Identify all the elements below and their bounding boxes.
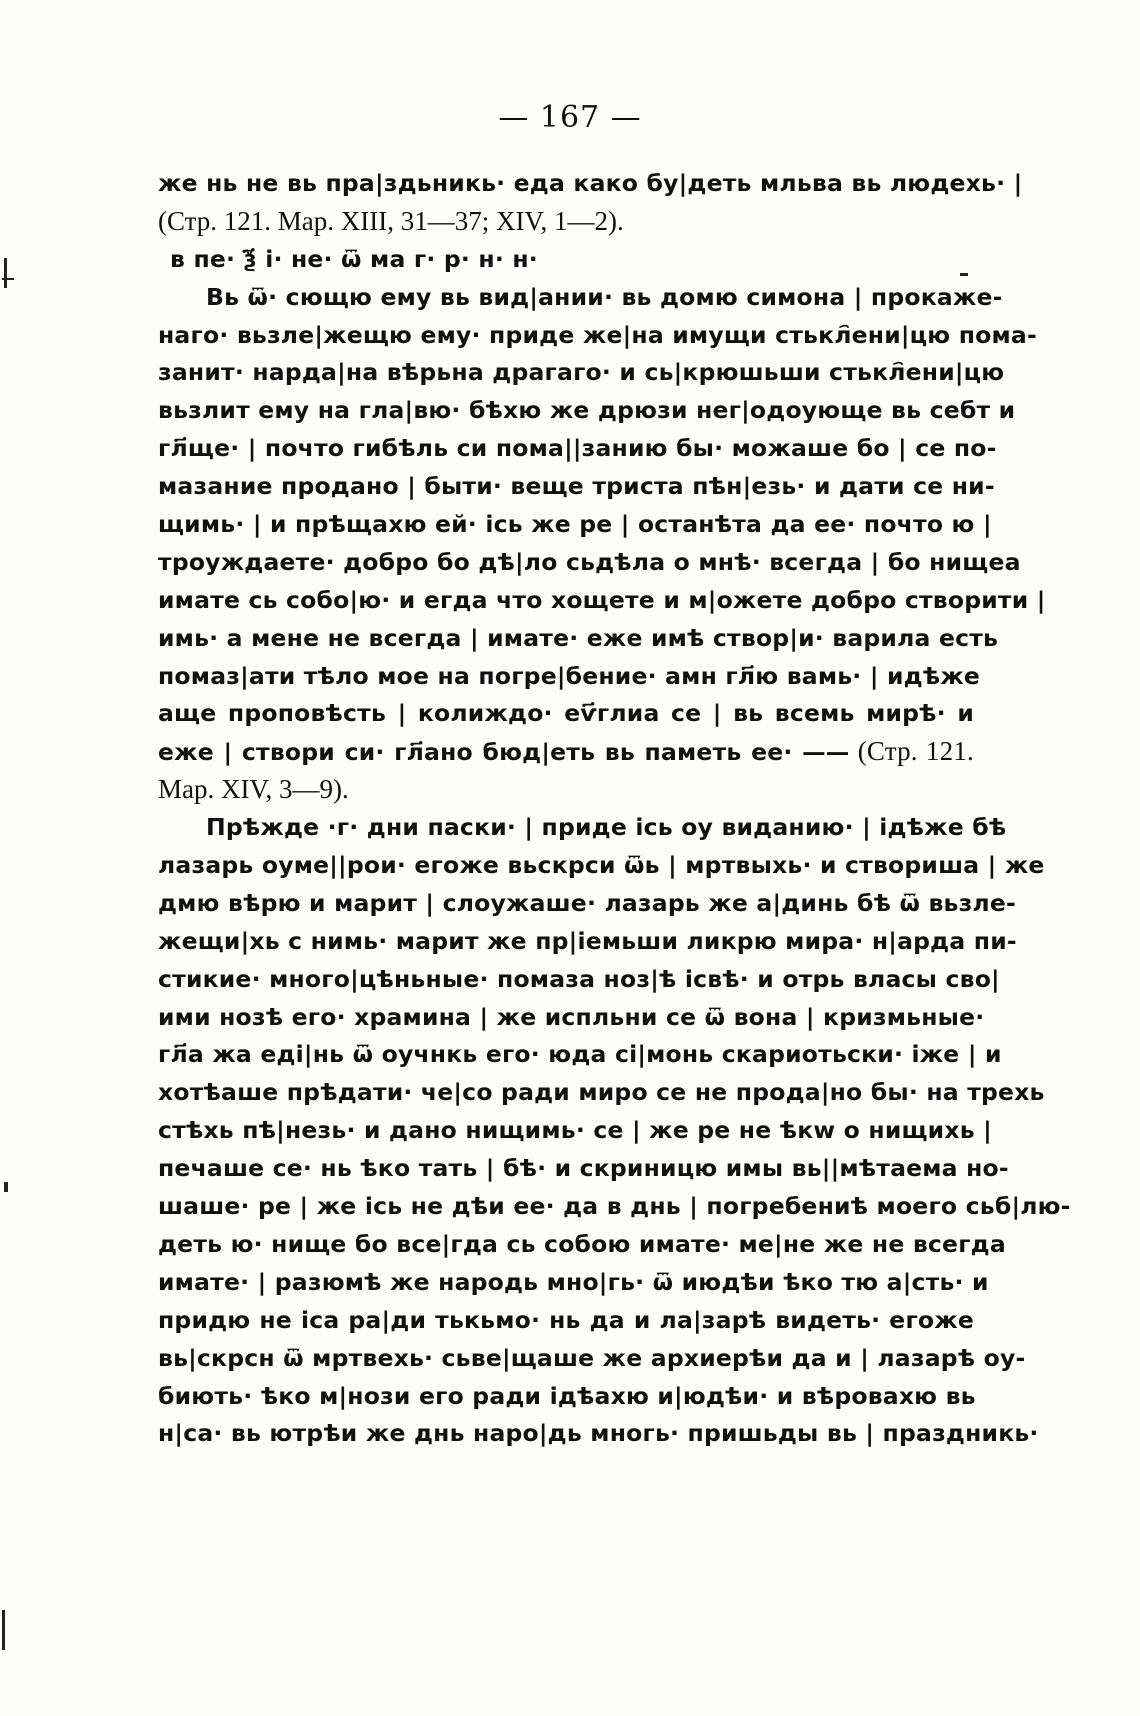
line-text: жещи|хь с нимь· марит же пр|iемьши ликрю мира· н|арда пи- [158, 926, 1017, 955]
text-line [158, 923, 1017, 961]
line-text: гл҃ще· | почто гибѣль си пома||занию бы· можаше бо | се по- [158, 434, 997, 463]
line-text [158, 733, 974, 772]
text-line [158, 771, 974, 809]
text-line [158, 506, 992, 544]
text-line [158, 885, 1016, 923]
text-line [158, 620, 999, 658]
line-text: гл҃а жа еді|нь ѿ оучнкь его· юда сі|монь скариотьски· іже | и [158, 1040, 1002, 1069]
line-text: Мар. XIV, 3—9). [158, 774, 349, 805]
text-line [158, 999, 985, 1037]
line-text: (Стр. 121. Мар. XIII, 31—37; XIV, 1—2). [158, 205, 624, 236]
line-text: вь|скрсн ѿ мртвехь· сьве|щаше же архиерѣи да и | лазарѣ оу- [158, 1343, 1026, 1372]
text-line [158, 1074, 1045, 1112]
line-text: шаше· ре | же ісь не дѣи ее· да в днь | погребениѣ моего сьб|лю- [158, 1192, 1071, 1221]
line-text: занит· нарда|на вѣрьна драгаго· и сь|крюшьши стькл҄ени|цю [158, 358, 1005, 387]
line-text: н|са· вь ютрѣи же днь наро|дь многь· пришьды вь | праздникь· [158, 1419, 1039, 1448]
text-line [158, 1226, 1006, 1264]
text-line [158, 203, 974, 241]
line-text-cs: еже | створи си· гл҃ано бюд|еть вь паметь ее· —— [158, 738, 850, 767]
line-text: в пе· ѯ҃ і· не· ѿ ма г· р· н· н· [170, 244, 538, 273]
line-text: имь· а мене не всегда | имате· еже имѣ створ|и· варила есть [158, 623, 999, 652]
line-text: аще проповѣсть | колиждо· еѵ҃глиа се | вь всемь мирѣ· и [158, 699, 974, 728]
text-line [158, 165, 1023, 203]
text-line [158, 847, 1045, 885]
line-text: щимь· | и прѣщахю ей· ісь же ре | останѣта да ее· почто ю | [158, 510, 992, 539]
text-line [158, 468, 995, 506]
line-text: наго· вьзле|жещю ему· приде же|на имущи стькл҄ени|цю пома- [158, 320, 1037, 349]
text-line [158, 1415, 1039, 1453]
text-line [158, 1340, 1026, 1378]
line-text: дмю вѣрю и марит | слоужаше· лазарь же а|динь бѣ ѿ вьзле- [158, 888, 1016, 917]
line-text: придю не іса ра|ди тькьмо· нь да и ла|зарѣ видеть· егоже [158, 1305, 974, 1334]
text-line [158, 544, 1021, 582]
margin-mark [4, 1182, 8, 1192]
line-text-ref: (Стр. 121. [849, 736, 974, 767]
text-line [158, 354, 1005, 392]
text-line [158, 809, 1007, 847]
text-line [158, 392, 1016, 430]
margin-mark [2, 1610, 5, 1650]
line-text: троуждаете· добро бо дѣ|ло сьдѣла о мнѣ· всегда | бо нищеа [158, 547, 1021, 576]
text-line [158, 733, 974, 771]
margin-mark [2, 278, 14, 280]
line-text: деть ю· нище бо все|гда сь собою имате· ме|не же не всегда [158, 1229, 1006, 1258]
line-text: стикие· много|цѣньные· помаза ноз|ѣ ісвѣ· и отрь власы сво| [158, 964, 1000, 993]
text-line [158, 279, 1003, 317]
text-block [158, 165, 1071, 1453]
line-text: Вь ѿ· сющю ему вь вид|ании· вь домю симона | прокаже- [206, 282, 1003, 311]
line-text: же нь не вь пра|здьникь· еда како бу|деть мльва вь людехь· | [158, 169, 1023, 197]
line-text: биють· ѣко м|нози его ради ідѣахю и|юдѣи· и вѣровахю вь [158, 1381, 976, 1410]
text-line [158, 658, 981, 696]
line-text: хотѣаше прѣдати· че|со ради миро се не прода|но бы· на трехь [158, 1078, 1045, 1107]
text-line [158, 1264, 989, 1302]
line-text: Прѣжде ·г· дни паски· | приде ісь оу виданию· | ідѣже бѣ [206, 813, 1007, 842]
line-text: стѣхь пѣ|незь· и дано нищимь· се | же ре не ѣкw о нищихь | [158, 1116, 992, 1145]
text-line [158, 1188, 1071, 1226]
text-line [158, 695, 974, 733]
line-text: имате сь собо|ю· и егда что хощете и м|ожете добро створити | [158, 585, 1046, 614]
text-line [158, 430, 997, 468]
line-text: имате· | разюмѣ же народь мно|гь· ѿ июдѣи ѣко тю а|сть· и [158, 1267, 989, 1296]
line-text: лазарь оуме||рои· егоже вьскрси ѿь | мртвыхь· и створиша | же [158, 851, 1045, 880]
text-line [158, 1378, 974, 1416]
margin-mark [4, 258, 7, 288]
line-text: ими нозѣ его· храмина | же испльни се ѿ вона | кризмьные· [158, 1002, 985, 1031]
text-line [158, 1302, 974, 1340]
page-number: — 167 — [498, 100, 642, 135]
text-line [158, 317, 1037, 355]
margin-mark [960, 273, 968, 276]
text-line [158, 1150, 1009, 1188]
line-text: вьзлит ему на гла|вю· бѣхю же дрюзи нег|одоующе вь себт и [158, 396, 1016, 425]
line-text: помаз|ати тѣло мое на погре|бение· амн гл҃ю вамь· | идѣже [158, 661, 981, 690]
text-line [158, 1112, 992, 1150]
text-line [158, 961, 1000, 999]
text-line [158, 241, 974, 279]
line-text: мазание продано | быти· веще триста пѣн|езь· и дати се ни- [158, 472, 995, 501]
text-line [158, 582, 1046, 620]
text-line [158, 1036, 1002, 1074]
line-text: печаше се· нь ѣко тать | бѣ· и скриницю имы вь||мѣтаема но- [158, 1154, 1009, 1183]
